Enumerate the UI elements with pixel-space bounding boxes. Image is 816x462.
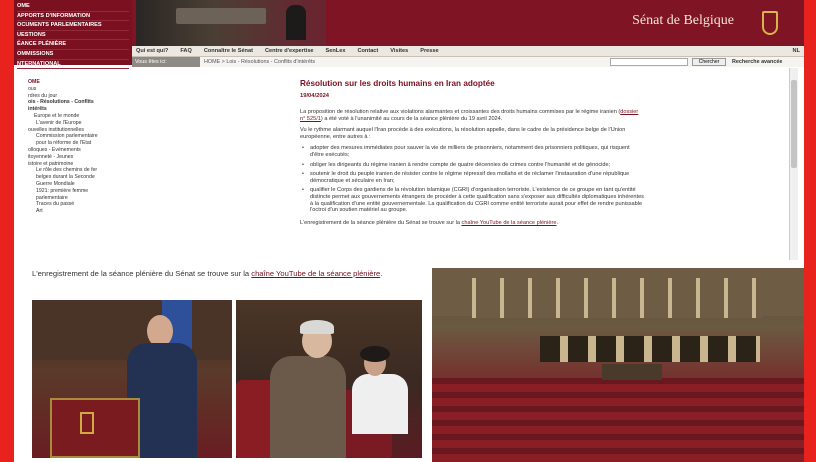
topnav-item[interactable]: UESTIONS bbox=[17, 31, 129, 41]
presidential-desk bbox=[602, 364, 662, 380]
menu-item-visites[interactable]: Visites bbox=[390, 48, 409, 54]
banner-photo-screen bbox=[176, 8, 266, 24]
photo-seated-senators bbox=[236, 300, 422, 458]
left-red-border bbox=[0, 0, 14, 462]
topnav-item[interactable]: NTERNATIONAL bbox=[17, 60, 129, 70]
photo-caption: L'enregistrement de la séance plénière du Sénat se trouve sur la chaîne YouTube de la séance plénière. bbox=[32, 269, 383, 278]
menu-item-faq[interactable]: FAQ bbox=[180, 48, 192, 54]
banner-photo-person bbox=[286, 5, 306, 40]
list-item: • adopter des mesures immédiates pour sauver la vie de milliers de prisonniers, notamment des prisonniers politiques, qui risquent d'être exécutés; bbox=[302, 145, 644, 158]
senator-hair bbox=[360, 346, 390, 362]
topnav-item[interactable]: APPORTS D'INFORMATION bbox=[17, 12, 129, 22]
sidebar-item[interactable]: belges durant la Seconde bbox=[36, 174, 95, 181]
chamber-columns bbox=[472, 278, 762, 318]
sidebar-item[interactable]: Commission parlementaire bbox=[36, 133, 98, 140]
senator-body bbox=[270, 356, 346, 458]
chamber-seats bbox=[432, 378, 804, 462]
menu-item-presse[interactable]: Presse bbox=[420, 48, 439, 54]
sidebar-item[interactable]: parlementaire bbox=[36, 194, 68, 201]
youtube-link[interactable]: chaîne YouTube de la séance plénière bbox=[461, 219, 557, 226]
sidebar-item[interactable]: OME bbox=[28, 79, 40, 85]
search-button[interactable]: Chercher bbox=[692, 58, 726, 66]
screenshot-frame bbox=[14, 0, 804, 462]
article-footer: L'enregistrement de la séance plénière du Sénat se trouve sur la chaîne YouTube de la séance plénière. bbox=[300, 219, 559, 226]
sidebar-item[interactable]: L'avenir de l'Europe bbox=[36, 119, 82, 126]
topnav-item[interactable]: OMMISSIONS bbox=[17, 50, 129, 60]
article-paragraph: Vu le rythme alarmant auquel l'Iran procède à des exécutions, la résolution appelle, dans le cadre de la présidence belge de l'Union européenne, entre autres à : bbox=[300, 127, 626, 140]
list-item: • soutenir le droit du peuple iranien de résister contre le régime répressif des mollahs et de réclamer l'instauration d'une république démocratique et séculaire en Iran; bbox=[302, 171, 644, 184]
menu-item-centre-expertise[interactable]: Centre d'expertise bbox=[264, 48, 314, 54]
sidebar-item[interactable]: pour la réforme de l'État bbox=[36, 140, 92, 147]
topnav-item[interactable]: OCUMENTS PARLEMENTAIRES bbox=[17, 21, 129, 31]
top-navigation bbox=[14, 0, 132, 65]
sidebar-item[interactable]: rdres du jour bbox=[28, 92, 58, 99]
topnav-item[interactable]: ÉANCE PLÉNIÈRE bbox=[17, 40, 129, 50]
dossier-link[interactable]: dossier n° 525/1 bbox=[300, 109, 639, 122]
divider bbox=[14, 262, 804, 266]
topnav-item[interactable]: OME bbox=[17, 2, 129, 12]
list-item: • qualifier le Corps des gardiens de la révolution islamique (CGRI) d'organisation terroriste. L'existence de ce groupe en tant qu'entité distincte permet aux gouvernements étrangers de procéder à cette qualification sans s'exposer aux difficultés diplomatiques inhérentes à la qualification d'une entité gouvernementale. La qualification du CGRI comme entité terroriste aurait pour effet de rendre punissable l'octroi d'un soutien matériel au groupe. bbox=[302, 187, 644, 213]
menu-item-connaitre[interactable]: Connaître le Sénat bbox=[203, 48, 253, 54]
menu-item-contact[interactable]: Contact bbox=[357, 48, 379, 54]
sidebar-item[interactable]: olloques - Événements bbox=[28, 146, 81, 153]
senate-crest-icon bbox=[762, 11, 778, 35]
article-bullets bbox=[302, 145, 644, 213]
main-menu bbox=[132, 46, 804, 57]
sidebar-item[interactable]: ous bbox=[28, 85, 37, 92]
menu-item-senlex[interactable]: SenLex bbox=[325, 48, 346, 54]
left-sidebar bbox=[28, 79, 138, 259]
article-date: 19/04/2024 bbox=[300, 93, 330, 99]
site-title[interactable]: Sénat de Belgique bbox=[632, 13, 734, 28]
sidebar-item[interactable]: intérêts bbox=[28, 106, 47, 113]
site-banner bbox=[132, 0, 804, 46]
sidebar-item[interactable]: Guerre Mondiale bbox=[36, 180, 75, 187]
advanced-search-link[interactable]: Recherche avancée bbox=[732, 59, 783, 65]
photo-senate-chamber bbox=[432, 268, 804, 462]
senator-body bbox=[352, 374, 408, 434]
photo-speaker-at-lectern bbox=[32, 300, 232, 458]
sidebar-item[interactable]: Traces du passé bbox=[36, 201, 75, 208]
sidebar-item[interactable]: itoyenneté - Jeunes bbox=[28, 153, 74, 160]
caption-youtube-link[interactable]: chaîne YouTube de la séance plénière bbox=[251, 269, 381, 278]
sidebar-item[interactable]: ois - Résolutions - Conflits bbox=[28, 99, 94, 106]
sidebar-item[interactable]: Le rôle des chemins de fer bbox=[36, 167, 98, 174]
page-scrollbar[interactable] bbox=[789, 68, 798, 260]
lectern-emblem-icon bbox=[80, 412, 94, 434]
list-item: • obliger les dirigeants du régime iranien à rendre compte de quatre décennies de crimes contre l'humanité et de génocide; bbox=[302, 162, 644, 169]
you-are-here-label: Vous êtes ici: bbox=[132, 57, 200, 67]
scrollbar-thumb[interactable] bbox=[791, 80, 797, 168]
banner-photo bbox=[136, 0, 326, 46]
language-switch-nl[interactable]: NL bbox=[792, 48, 800, 54]
article-intro: La proposition de résolution relative aux violations alarmantes et croissantes des droits humains commises par le régime iranien (dossier n° 525/1) a été voté à l'unanimité au cours de la séance plénière du 19 avril 2024. bbox=[300, 109, 639, 122]
article-title: Résolution sur les droits humains en Iran adoptée bbox=[300, 79, 495, 88]
location-toolbar bbox=[132, 57, 804, 67]
breadcrumb[interactable]: HOME > Lois - Résolutions - Conflits d'intérêts bbox=[204, 59, 316, 65]
sidebar-item[interactable]: Art bbox=[36, 208, 43, 215]
senator-hair bbox=[300, 320, 334, 334]
menu-item-qui-est-qui[interactable]: Qui est qui? bbox=[136, 48, 169, 54]
search-input[interactable] bbox=[610, 58, 688, 66]
sidebar-item[interactable]: ouvelles institutionnelles bbox=[28, 126, 84, 133]
sidebar-item[interactable]: Europe et le monde bbox=[34, 112, 80, 119]
sidebar-item[interactable]: 1921: première femme bbox=[36, 187, 89, 194]
sidebar-item[interactable]: istoire et patrimoine bbox=[28, 160, 74, 167]
article-content bbox=[300, 79, 644, 261]
lectern bbox=[50, 398, 140, 458]
right-red-border bbox=[804, 0, 816, 462]
chamber-portraits bbox=[540, 336, 760, 362]
